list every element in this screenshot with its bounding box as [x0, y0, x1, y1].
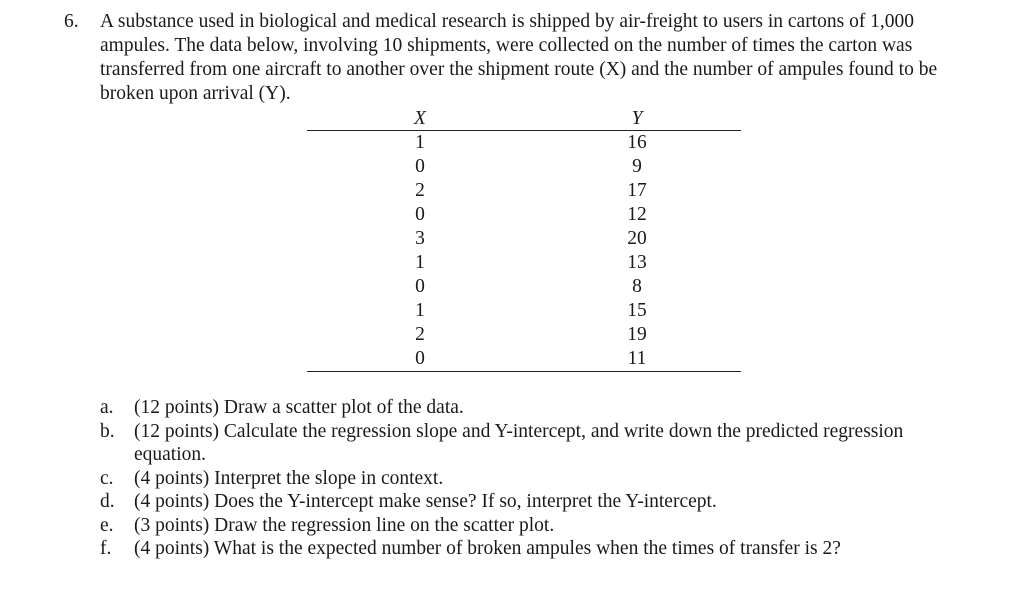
- question-text: (3 points) Draw the regression line on the scatter plot.: [134, 514, 555, 536]
- cell-x: 0: [307, 347, 533, 372]
- table-row: [307, 155, 741, 179]
- cell-y: 17: [627, 180, 647, 201]
- problem-statement: [64, 10, 979, 106]
- data-table: [307, 108, 741, 372]
- question-letter: f.: [100, 538, 112, 559]
- question-text: (4 points) Interpret the slope in context.: [134, 467, 444, 489]
- cell-y: 13: [627, 252, 647, 273]
- cell-x: 1: [415, 300, 425, 321]
- table-row: [307, 227, 741, 251]
- problem-text: A substance used in biological and medical research is shipped by air-freight to users in cartons of 1,000 ampules. The data below, involving 10 shipments, were collected on the number of times the carton was transferred from one aircraft to another over the shipment route (X) and the number of ampules found to be broken upon arrival (Y).: [100, 11, 938, 104]
- table-row: [307, 347, 741, 372]
- question-item: [100, 396, 980, 420]
- table-row: [307, 251, 741, 275]
- question-item: [100, 420, 980, 467]
- table-header-row: [307, 108, 741, 131]
- cell-x: 0: [415, 276, 425, 297]
- cell-x: 3: [415, 228, 425, 249]
- question-item: [100, 514, 980, 538]
- table-row: [307, 131, 741, 156]
- question-letter: b.: [100, 420, 115, 442]
- question-text: (4 points) What is the expected number of broken ampules when the times of transfer is 2?: [134, 538, 841, 559]
- table-row: [307, 203, 741, 227]
- cell-y: 15: [627, 300, 647, 321]
- table-row: [307, 275, 741, 299]
- question-letter: a.: [100, 397, 114, 418]
- table-row: [307, 299, 741, 323]
- question-text: (12 points) Calculate the regression slope and Y-intercept, and write down the predicted regression equation.: [134, 420, 904, 465]
- question-item: [100, 537, 980, 561]
- cell-y: 20: [627, 228, 647, 249]
- cell-x: 0: [415, 156, 425, 177]
- question-letter: d.: [100, 491, 115, 512]
- question-letter: e.: [100, 514, 114, 536]
- table-row: [307, 323, 741, 347]
- cell-x: 1: [415, 132, 425, 153]
- cell-y: 12: [627, 204, 647, 225]
- question-list: [100, 396, 980, 561]
- cell-x: 2: [415, 180, 425, 201]
- question-text: (4 points) Does the Y-intercept make sense? If so, interpret the Y-intercept.: [134, 491, 717, 512]
- cell-y: 19: [627, 324, 647, 345]
- question-item: [100, 467, 980, 491]
- cell-x: 1: [415, 252, 425, 273]
- cell-y: 11: [533, 347, 741, 372]
- question-text: (12 points) Draw a scatter plot of the data.: [134, 397, 464, 418]
- cell-y: 16: [627, 132, 647, 153]
- cell-y: 8: [632, 276, 642, 297]
- table-row: [307, 179, 741, 203]
- column-header-y: Y: [533, 108, 741, 131]
- column-header-x: X: [307, 108, 533, 131]
- problem-header: [64, 10, 979, 106]
- cell-y: 9: [632, 156, 642, 177]
- problem-number: 6.: [64, 11, 79, 32]
- question-letter: c.: [100, 467, 114, 489]
- cell-x: 2: [415, 324, 425, 345]
- question-item: [100, 490, 980, 514]
- cell-x: 0: [415, 204, 425, 225]
